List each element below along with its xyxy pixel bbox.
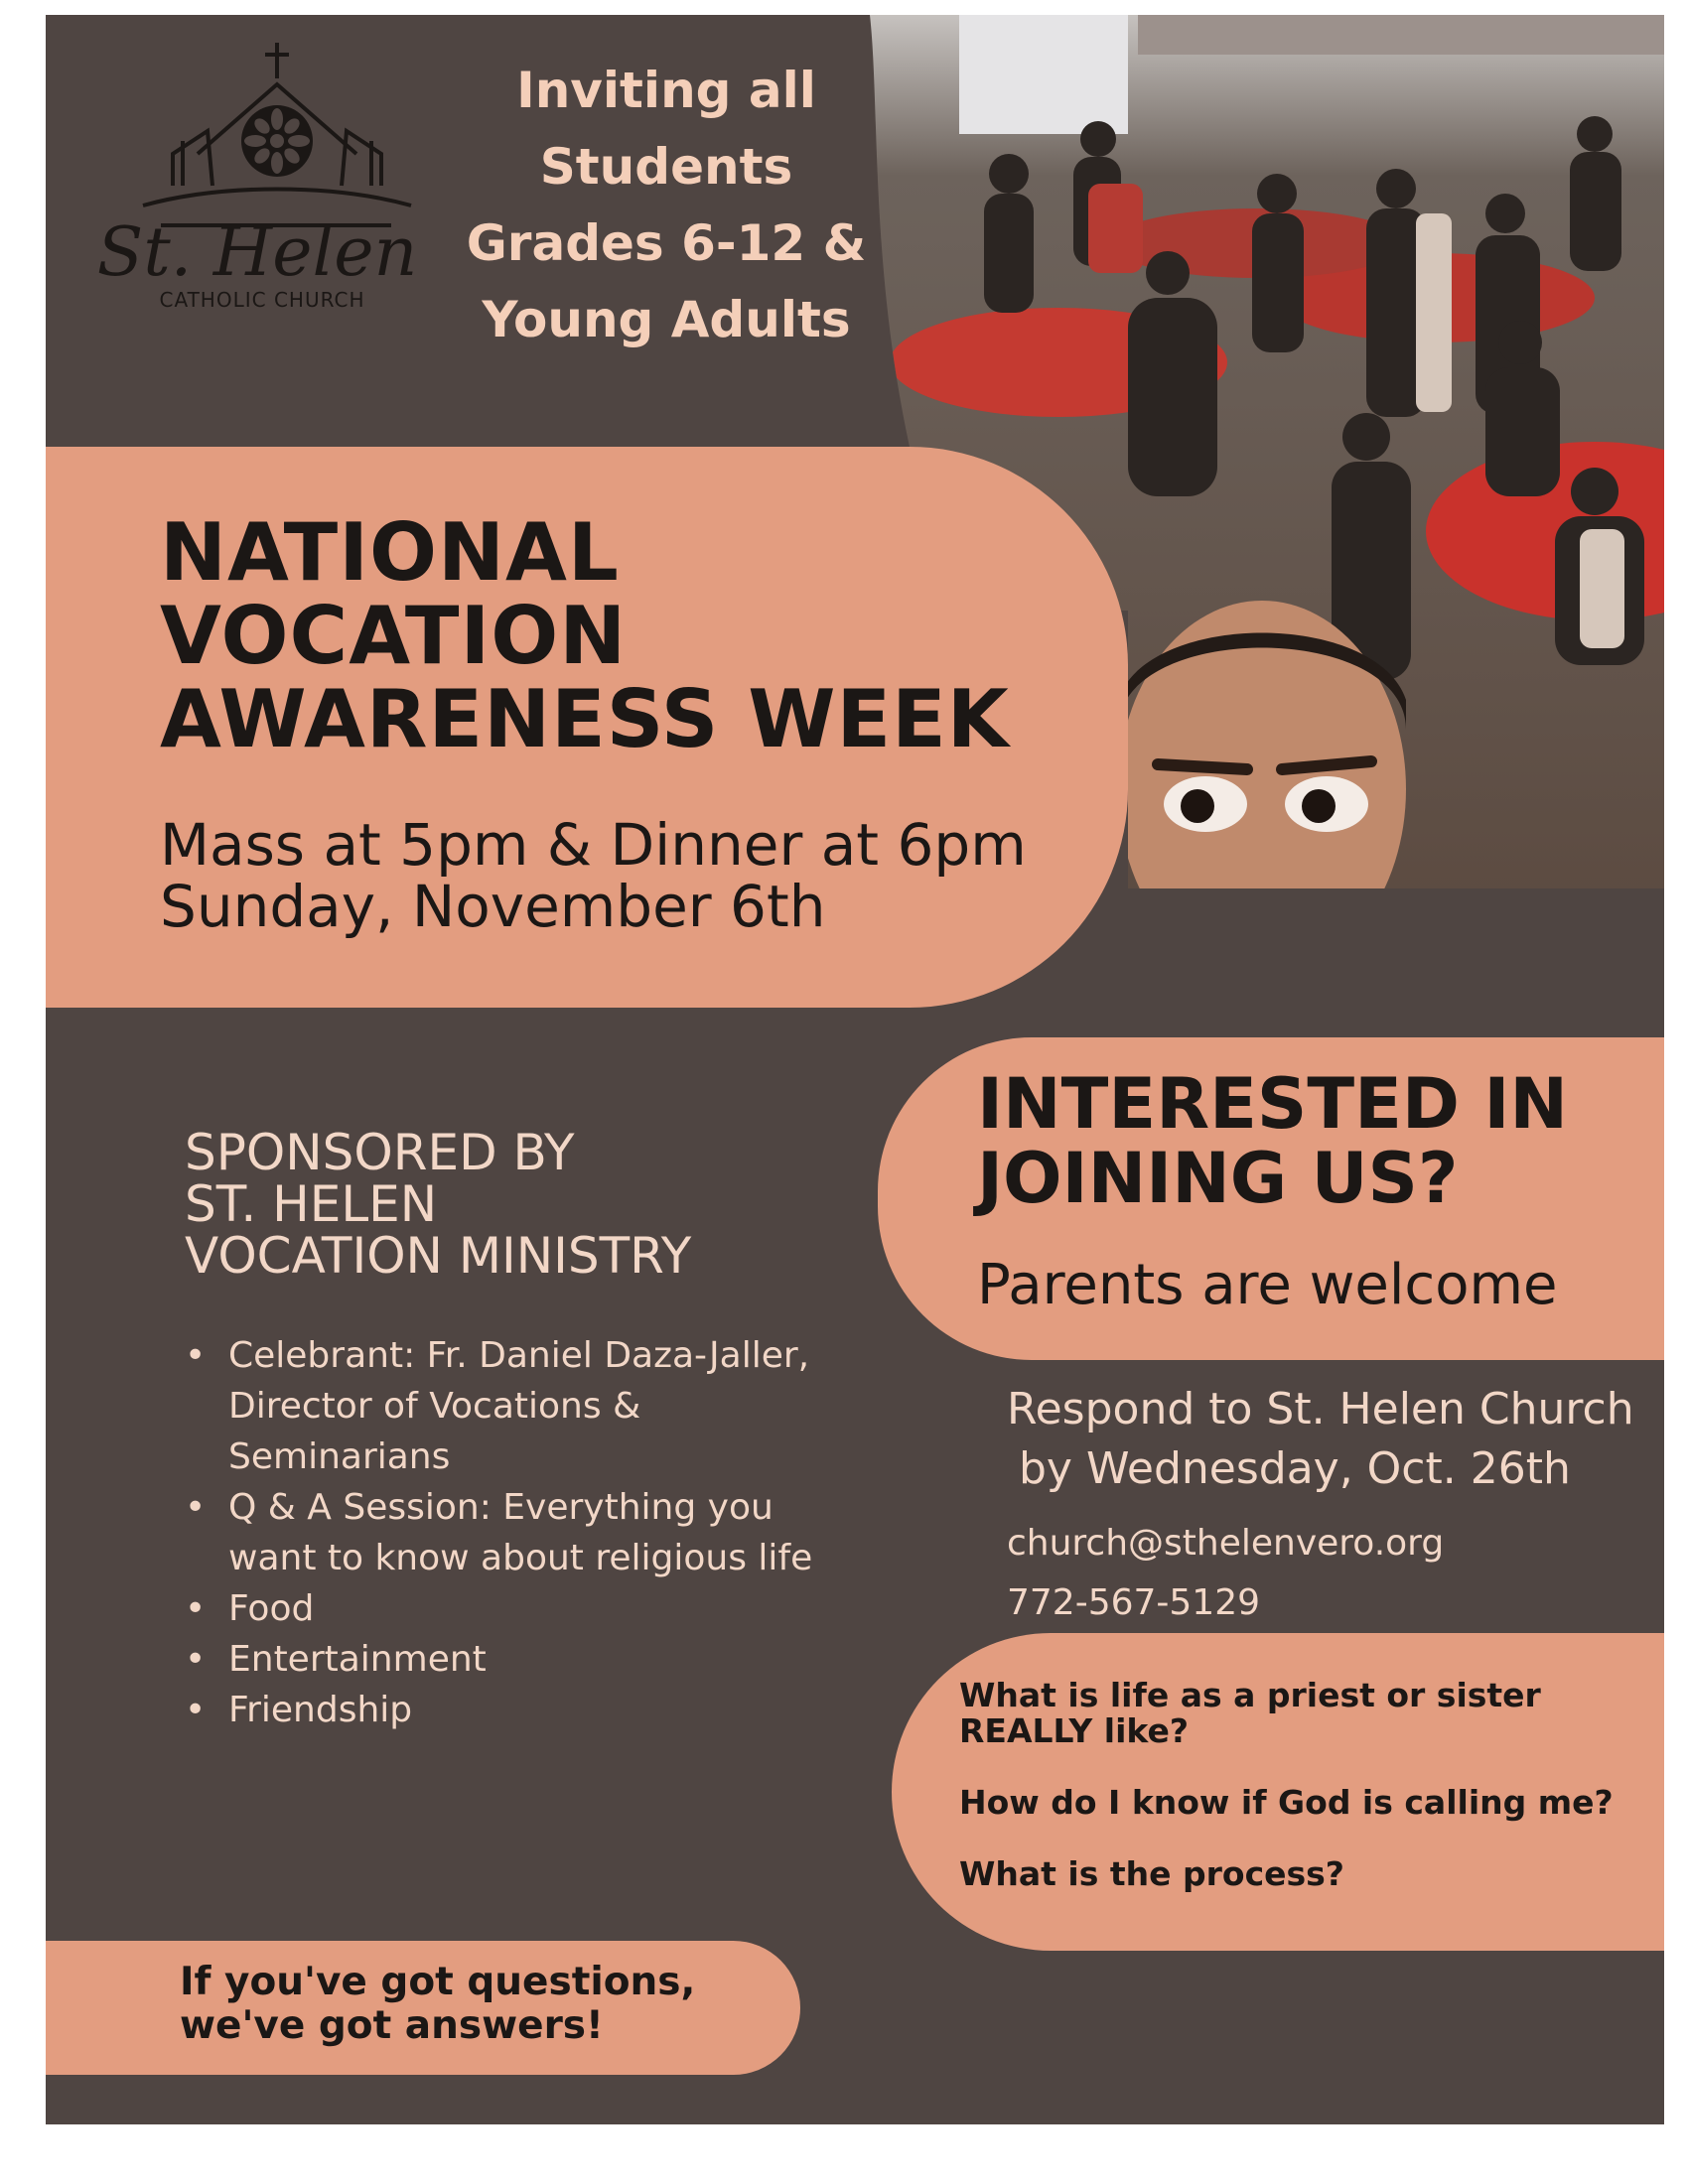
event-date: Sunday, November 6th [160,873,826,940]
faq-question: How do I know if God is calling me? [959,1783,1614,1822]
feature-list [185,1330,830,1735]
faq-list [959,1678,1664,1928]
sponsor-heading [185,1124,830,1285]
answers-line: If you've got questions, [180,1960,696,2004]
event-details [160,811,1113,940]
invite-line: Young Adults [482,291,851,348]
flyer [46,15,1664,2124]
contact-email[interactable]: church@sthelenvero.org [1007,1523,1445,1564]
sponsor-line: VOCATION MINISTRY [185,1227,692,1285]
church-logo [73,37,441,320]
faq-question: What is life as a priest or sister REALLY like? [959,1676,1541,1750]
list-item: • Food [185,1583,830,1634]
rsvp-line: Respond to St. Helen Church [1007,1384,1634,1434]
invite-heading [438,53,895,358]
sponsor-line: ST. HELEN [185,1175,438,1233]
contact-phone[interactable]: 772-567-5129 [1007,1582,1261,1623]
invite-line: Grades 6-12 & [466,214,867,272]
list-item: • Celebrant: Fr. Daniel Daza-Jaller, Director of Vocations & Seminarians [185,1330,830,1482]
join-line: INTERESTED IN [977,1063,1568,1145]
title-line: VOCATION [160,590,628,682]
rsvp-text [1007,1380,1664,1499]
sponsor-line: SPONSORED BY [185,1124,575,1181]
list-item: • Q & A Session: Everything you want to know about religious life [185,1482,830,1583]
answers-line: we've got answers! [180,2003,604,2048]
list-item: • Friendship [185,1685,830,1735]
faq-question: What is the process? [959,1854,1344,1893]
join-line: JOINING US? [977,1138,1459,1219]
answers-text [180,1961,775,2048]
title-line: NATIONAL [160,506,620,599]
logo-name: St. Helen [96,213,418,292]
logo-subtitle: CATHOLIC CHURCH [159,288,365,312]
church-rose-window-icon [73,37,441,320]
event-time: Mass at 5pm & Dinner at 6pm [160,811,1027,879]
title-line: AWARENESS WEEK [160,673,1010,765]
join-heading [977,1063,1664,1219]
join-subtitle: Parents are welcome [977,1253,1558,1317]
page-title [160,506,1054,765]
invite-line: Students [539,138,793,196]
invite-line: Inviting all [516,62,816,119]
rsvp-line: by Wednesday, Oct. 26th [1019,1443,1571,1494]
list-item: • Entertainment [185,1634,830,1685]
